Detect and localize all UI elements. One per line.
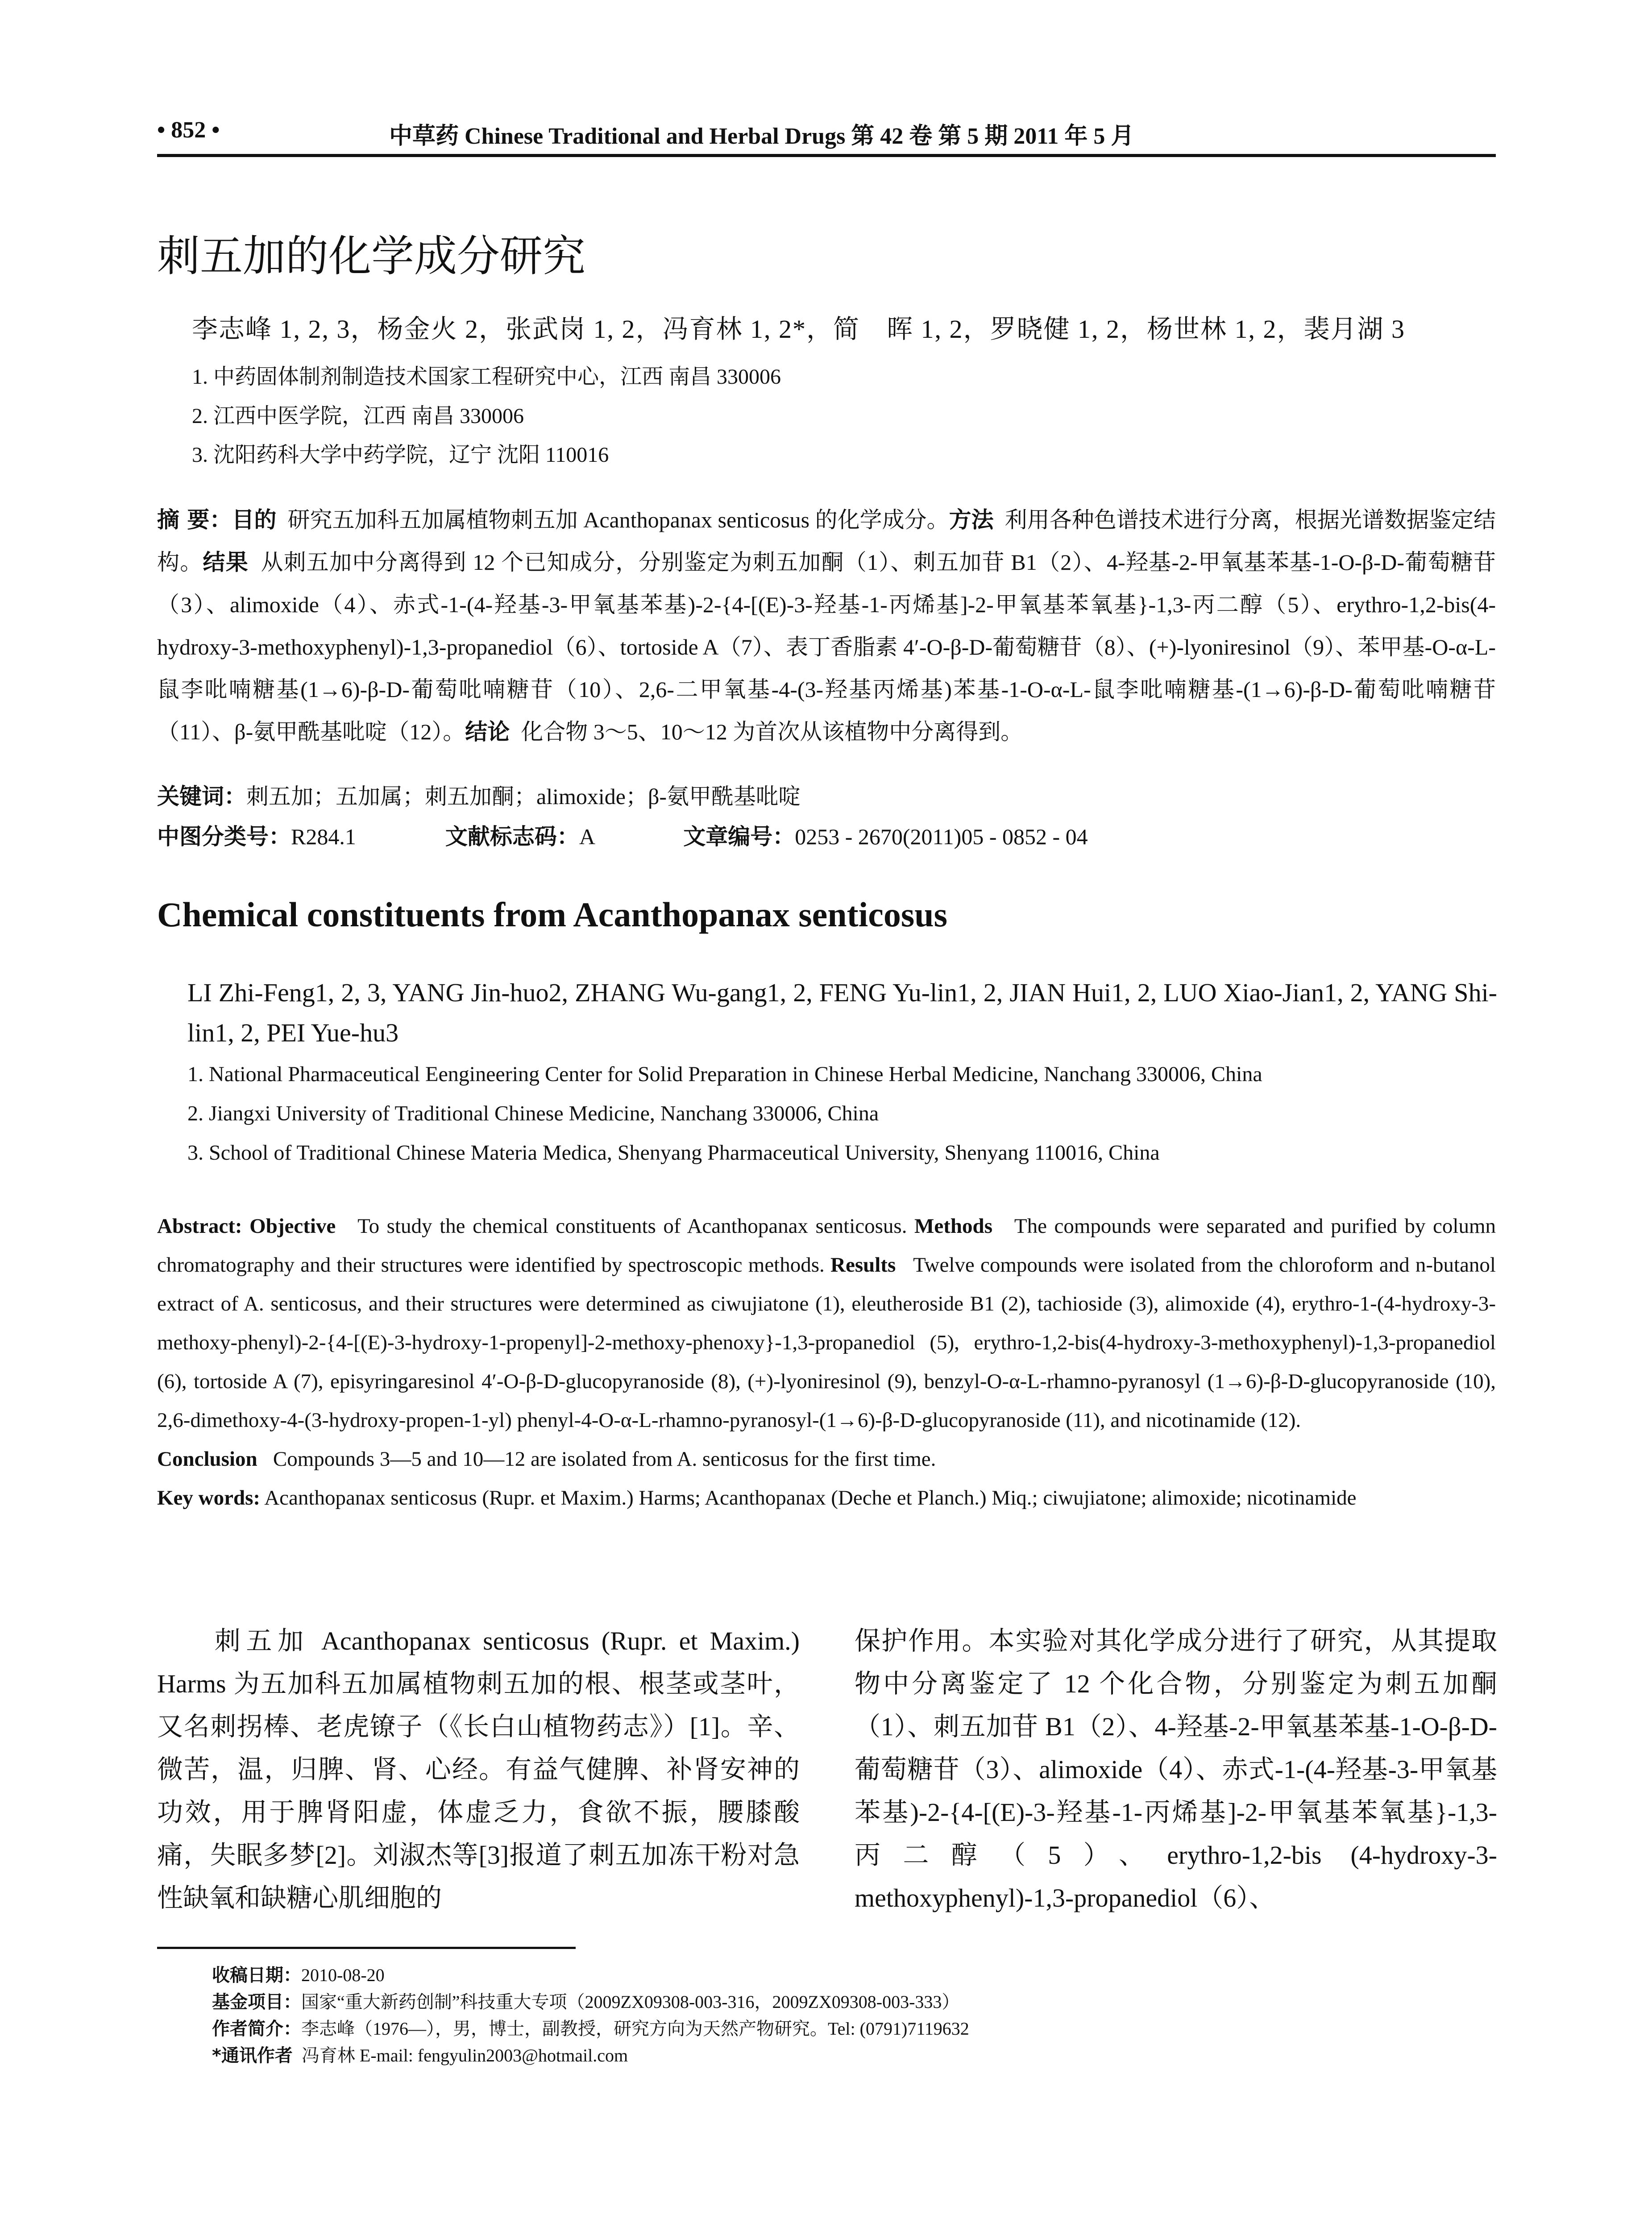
- affiliation-en-2: 2. Jiangxi University of Traditional Chinese Medicine, Nanchang 330006, China: [187, 1102, 879, 1125]
- abstract-en: [157, 1207, 1496, 1518]
- objective-cn-label: 目的: [232, 507, 277, 533]
- objective-cn: 研究五加科五加属植物刺五加 Acanthopanax senticosus 的化学成分。: [287, 507, 949, 532]
- article-number-label: 文章编号：: [683, 824, 795, 850]
- abstract-en-label: Abstract:: [157, 1215, 242, 1238]
- doc-code-label: 文献标志码：: [445, 824, 579, 850]
- footnote-text: 国家“重大新药创制”科技重大专项（2009ZX09308-003-316，2009ZX09308-003-333）: [301, 1992, 960, 2012]
- article-title-cn: 刺五加的化学成分研究: [157, 231, 585, 281]
- footnote-text: 2010-08-20: [301, 1965, 385, 1985]
- methods-en-label: Methods: [914, 1215, 992, 1238]
- affiliation-en-1: 1. National Pharmaceutical Eengineering Center for Solid Preparation in Chinese Herbal Medicine, Nanchang 330006, China: [187, 1062, 1262, 1086]
- clc-label: 中图分类号：: [157, 824, 291, 850]
- affiliation-cn-2: 2. 江西中医学院，江西 南昌 330006: [192, 404, 524, 428]
- methods-cn-label: 方法: [949, 507, 994, 533]
- footnote-label: 收稿日期：: [212, 1965, 301, 1986]
- body-left-text: 刺五加 Acanthopanax senticosus (Rupr. et Maxim.) Harms 为五加科五加属植物刺五加的根、根茎或茎叶，又名刺拐棒、老虎镣子（《长白山植物药志》）[1]。辛、微苦，温，归脾、肾、心经。有益气健脾、补肾安神的功效，用于脾肾阳虚，体虚乏力，食欲不振，腰膝酸痛，失眠多梦[2]。刘淑杰等[3]报道了刺五加冻干粉对急性缺氧和缺糖心肌细胞的: [157, 1626, 800, 1912]
- results-en: Twelve compounds were isolated from the chloroform and n-butanol extract of A. senticosus, and their structures were determined as ciwujiatone (1), eleutheroside B1 (2), tachioside (3), alimoxide (4), erythro-1-(4-hydroxy-3-methoxy-phenyl)-2-{4-[(E)-3-hydroxy-1-propenyl]-2-methoxy-phenoxy}-1,3-propanediol (5), erythro-1,2-bis(4-hydroxy-3-methoxyphenyl)-1,3-propanediol (6), tortoside A (7), episyringaresinol 4′-O-β-D-glucopyranoside (8), (+)-lyoniresinol (9), benzyl-O-α-L-rhamno-pyranosyl (1→6)-β-D-glucopyranoside (10), 2,6-dimethoxy-4-(3-hydroxy-propen-1-yl) phenyl-4-O-α-L-rhamno-pyranosyl-(1→6)-β-D-glucopyranoside (11), and nicotinamide (12).: [157, 1253, 1496, 1432]
- methods-cn: 利用各种色谱技术进行分离，根据光谱数据鉴定结构。: [157, 507, 1496, 575]
- body-column-left: [157, 1620, 800, 1920]
- footnote-author-bio: [212, 2015, 969, 2040]
- affiliation-cn-1: 1. 中药固体制剂制造技术国家工程研究中心，江西 南昌 330006: [192, 365, 781, 389]
- affiliation-en-3: 3. School of Traditional Chinese Materia Medica, Shenyang Pharmaceutical University, Shenyang 110016, China: [187, 1141, 1160, 1165]
- results-cn-label: 结果: [203, 549, 249, 575]
- keywords-cn-label: 关键词：: [157, 784, 246, 809]
- conclusion-en-label: Conclusion: [157, 1447, 257, 1471]
- clc-value: R284.1: [291, 824, 356, 849]
- journal-header: 中草药 Chinese Traditional and Herbal Drugs 第 42 卷 第 5 期 2011 年 5 月: [389, 124, 1134, 149]
- footnote-rule: [157, 1947, 576, 1949]
- affiliation-cn-3: 3. 沈阳药科大学中药学院，辽宁 沈阳 110016: [192, 443, 609, 467]
- footnote-label: 作者简介：: [212, 2019, 301, 2039]
- methods-en: The compounds were separated and purified by column chromatography and their structures were identified by spectroscopic methods.: [157, 1215, 1496, 1277]
- keywords-en-text: Acanthopanax senticosus (Rupr. et Maxim.) Harms; Acanthopanax (Deche et Planch.) Miq.; ciwujiatone; alimoxide; nicotinamide: [264, 1486, 1357, 1509]
- footnote-text: 李志峰（1976—），男，博士，副教授，研究方向为天然产物研究。Tel: (0791)7119632: [301, 2019, 969, 2039]
- conclusion-cn: 化合物 3～5、10～12 为首次从该植物中分离得到。: [521, 719, 1023, 744]
- conclusion-cn-label: 结论: [465, 719, 510, 745]
- keywords-cn: [157, 779, 801, 811]
- page-number: • 852 •: [157, 117, 220, 143]
- keywords-cn-text: 刺五加；五加属；刺五加酮；alimoxide；β-氨甲酰基吡啶: [246, 784, 801, 809]
- running-header: [157, 117, 1496, 148]
- article-title-en: Chemical constituents from Acanthopanax senticosus: [157, 895, 947, 934]
- classification-line: [157, 819, 1088, 851]
- objective-en-label: Objective: [249, 1215, 336, 1238]
- header-rule: [157, 154, 1496, 157]
- authors-en: LI Zhi-Feng1, 2, 3, YANG Jin-huo2, ZHANG Wu-gang1, 2, FENG Yu-lin1, 2, JIAN Hui1, 2, LUO Xiao-Jian1, 2, YANG Shi-lin1, 2, PEI Yue-hu3: [187, 978, 1497, 1047]
- abstract-cn-label: 摘 要：: [157, 507, 232, 533]
- footnote-label: 基金项目：: [212, 1992, 301, 2012]
- results-cn: 从刺五加中分离得到 12 个已知成分，分别鉴定为刺五加酮（1）、刺五加苷 B1（2）、4-羟基-2-甲氧基苯基-1-O-β-D-葡萄糖苷（3）、alimoxide（4）、赤式-1-(4-羟基-3-甲氧基苯基)-2-{4-[(E)-3-羟基-1-丙烯基]-2-甲氧基苯氧基}-1,3-丙二醇（5）、erythro-1,2-bis(4-hydroxy-3-methoxyphenyl)-1,3-propanediol（6）、tortoside A（7）、表丁香脂素 4′-O-β-D-葡萄糖苷（8）、(+)-lyoniresinol（9）、苯甲基-O-α-L-鼠李吡喃糖基(1→6)-β-D-葡萄吡喃糖苷（10）、2,6-二甲氧基-4-(3-羟基丙烯基)苯基-1-O-α-L-鼠李吡喃糖基-(1→6)-β-D-葡萄吡喃糖苷（11）、β-氨甲酰基吡啶（12）。: [157, 550, 1496, 744]
- footnote-label: *通讯作者: [212, 2045, 293, 2066]
- footnote-corresponding: [212, 2041, 628, 2067]
- authors-cn: 李志峰 1, 2, 3，杨金火 2，张武岗 1, 2，冯育林 1, 2*，简 晖 1, 2，罗晓健 1, 2，杨世林 1, 2，裴月湖 3: [192, 315, 1406, 344]
- footnote-funding: [212, 1988, 959, 2013]
- results-en-label: Results: [830, 1253, 896, 1277]
- body-right-text: 保护作用。本实验对其化学成分进行了研究，从其提取物中分离鉴定了 12 个化合物，分别鉴定为刺五加酮（1）、刺五加苷 B1（2）、4-羟基-2-甲氧基苯基-1-O-β-D-葡萄糖苷（3）、alimoxide（4）、赤式-1-(4-羟基-3-甲氧基苯基)-2-{4-[(E)-3-羟基-1-丙烯基]-2-甲氧基苯氧基}-1,3- 丙二醇（5）、erythro-1,2-bis (4-hydroxy-3-methoxyphenyl)-1,3-propanediol（6）、: [855, 1626, 1497, 1912]
- footnote-text: 冯育林 E-mail: fengyulin2003@hotmail.com: [301, 2045, 628, 2065]
- keywords-en-label: Key words:: [157, 1486, 261, 1509]
- doc-code-value: A: [579, 824, 594, 849]
- objective-en: To study the chemical constituents of Acanthopanax senticosus.: [357, 1215, 907, 1238]
- conclusion-en: Compounds 3—5 and 10—12 are isolated from A. senticosus for the first time.: [273, 1447, 936, 1471]
- footnote-received: [212, 1961, 385, 1986]
- article-number-value: 0253 - 2670(2011)05 - 0852 - 04: [795, 824, 1088, 849]
- abstract-cn: [157, 499, 1496, 753]
- body-column-right: [855, 1620, 1497, 1920]
